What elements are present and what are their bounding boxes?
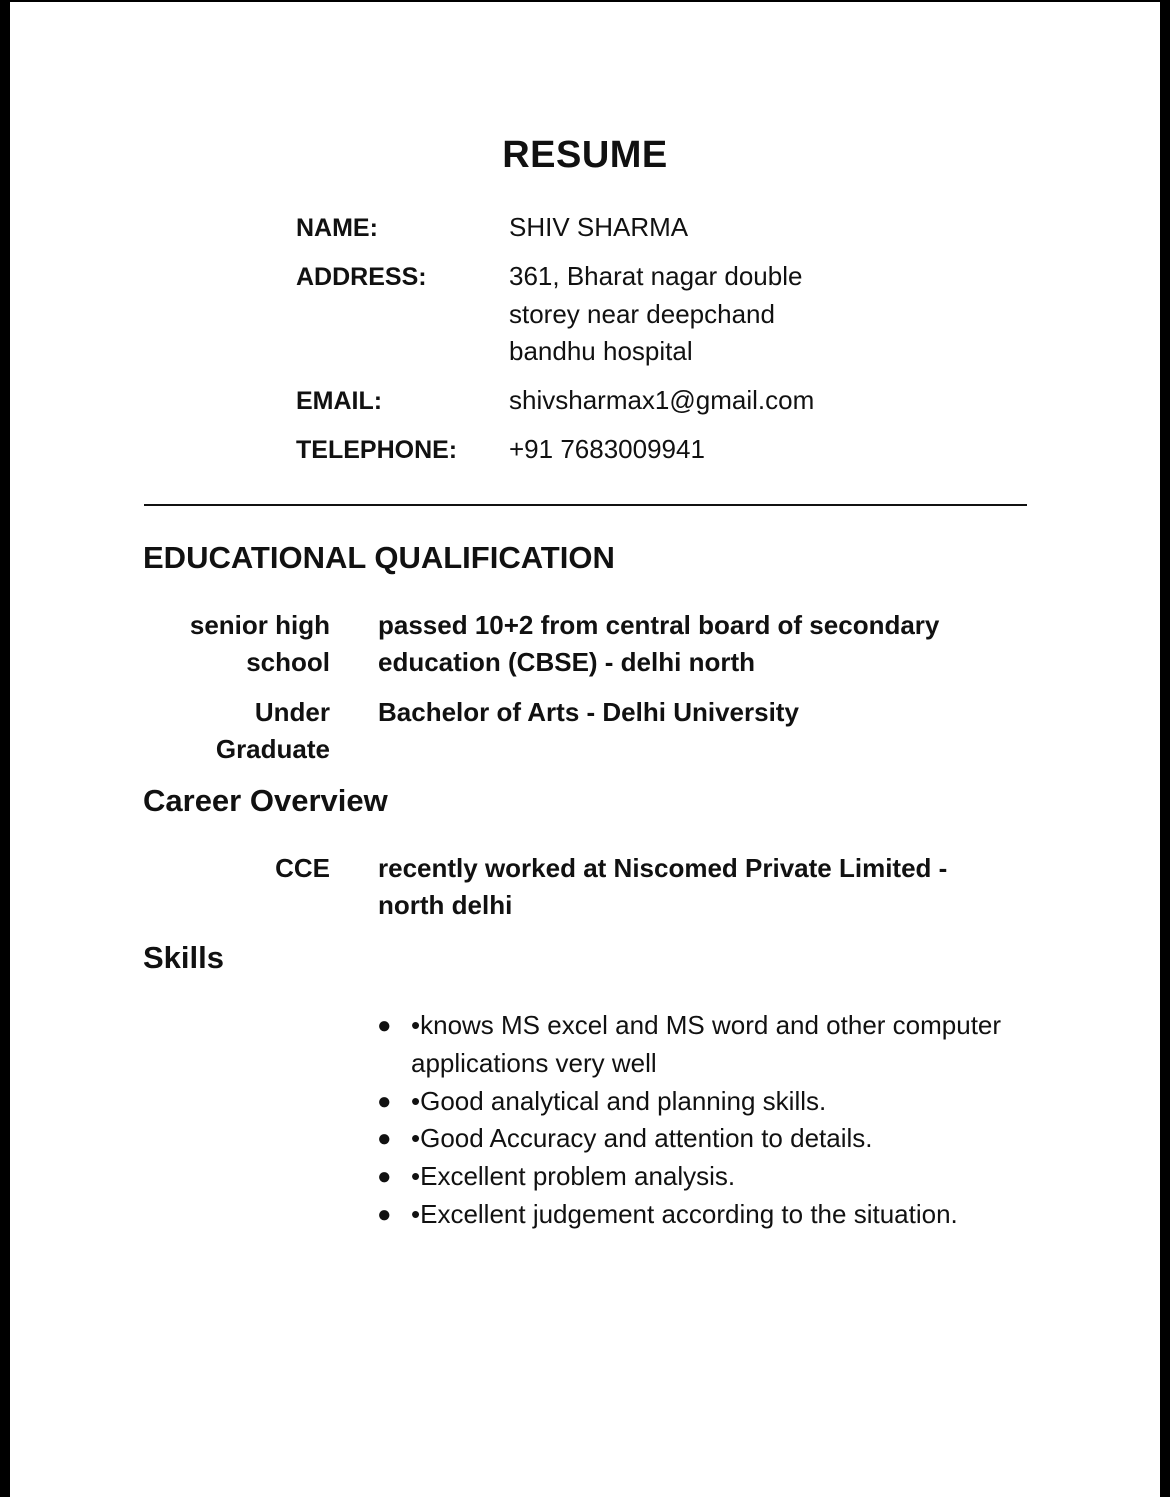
bullet-icon: ● bbox=[377, 1012, 392, 1039]
education-label-undergrad: Under Graduate bbox=[215, 697, 330, 764]
skill-text: •Good analytical and planning skills. bbox=[411, 1085, 827, 1116]
name-value: SHIV SHARMA bbox=[509, 212, 689, 242]
education-value-senior-high: passed 10+2 from central board of secondary education (CBSE) - delhi north bbox=[378, 610, 940, 677]
skills-heading: Skills bbox=[143, 940, 224, 975]
resume-page bbox=[10, 2, 1160, 1497]
career-value-cce: recently worked at Niscomed Private Limited - north delhi bbox=[378, 853, 948, 920]
bullet-icon: ● bbox=[377, 1087, 392, 1115]
skill-text: •Excellent judgement according to the situation. bbox=[411, 1198, 958, 1229]
skill-item bbox=[377, 1158, 1067, 1196]
skill-text: •knows MS excel and MS word and other computer applications very well bbox=[411, 1010, 1002, 1078]
bullet-icon: ● bbox=[377, 1125, 392, 1153]
skill-text: •Excellent problem analysis. bbox=[411, 1161, 736, 1192]
career-heading: Career Overview bbox=[143, 783, 388, 818]
horizontal-divider bbox=[144, 504, 1027, 506]
email-label: EMAIL: bbox=[296, 387, 383, 415]
telephone-value: +91 7683009941 bbox=[509, 434, 705, 464]
skill-item bbox=[377, 1196, 1067, 1234]
education-value-undergrad: Bachelor of Arts - Delhi University bbox=[378, 697, 799, 727]
education-label-senior-high: senior high school bbox=[189, 610, 330, 677]
career-label-cce: CCE bbox=[275, 853, 330, 883]
address-value: 361, Bharat nagar double storey near deepchand bandhu hospital bbox=[509, 261, 803, 366]
skill-item bbox=[377, 1083, 1067, 1121]
skill-item bbox=[377, 1120, 1067, 1158]
skills-list bbox=[377, 1007, 1067, 1234]
telephone-label: TELEPHONE: bbox=[296, 436, 458, 464]
skill-item bbox=[377, 1007, 1067, 1083]
email-value: shivsharmax1@gmail.com bbox=[509, 385, 815, 415]
address-label: ADDRESS: bbox=[296, 263, 427, 291]
education-heading: EDUCATIONAL QUALIFICATION bbox=[143, 540, 615, 575]
name-label: NAME: bbox=[296, 214, 378, 242]
skill-text: •Good Accuracy and attention to details. bbox=[411, 1123, 873, 1154]
document-title: RESUME bbox=[502, 134, 668, 176]
bullet-icon: ● bbox=[377, 1163, 392, 1191]
bullet-icon: ● bbox=[377, 1200, 392, 1228]
